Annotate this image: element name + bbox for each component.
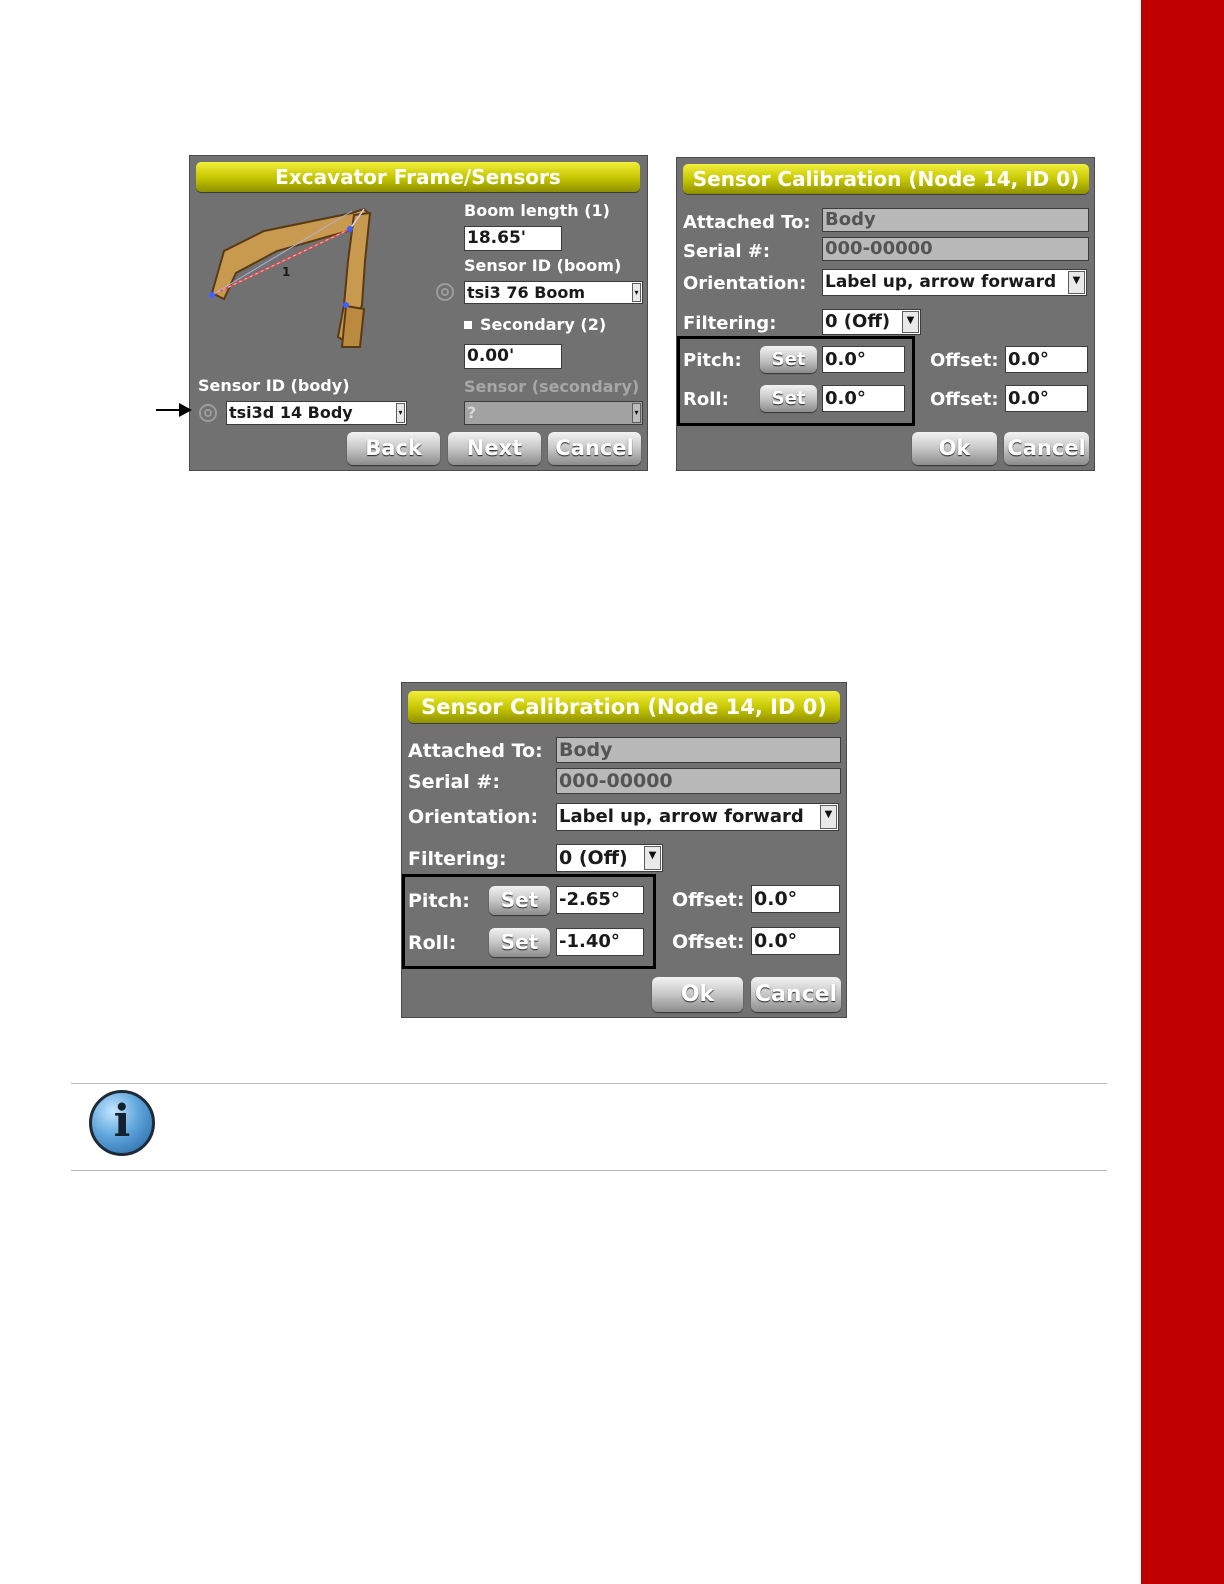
boom-sensor-gear-icon[interactable] [436,283,454,301]
sensor-body-value: tsi3d 14 Body [229,403,353,422]
attached-to-field: Body [822,208,1089,232]
attached-to-label: Attached To: [408,740,543,762]
panel-title: Sensor Calibration (Node 14, ID 0) [408,691,840,723]
panel-title: Excavator Frame/Sensors [196,162,640,192]
chevron-down-icon[interactable]: ▼ [902,311,919,333]
serial-field: 000-00000 [556,768,841,794]
cancel-button[interactable]: Cancel [1004,432,1089,465]
roll-offset-label: Offset: [930,389,999,410]
secondary-label: Secondary (2) [480,315,607,334]
orientation-label: Orientation: [683,273,807,294]
orientation-select[interactable] [822,269,1087,296]
excavator-frame-panel [189,155,648,471]
filtering-label: Filtering: [408,848,507,870]
sensor-boom-select[interactable] [464,281,643,304]
secondary-checkbox[interactable] [464,321,472,329]
pitch-set-button[interactable]: Set [489,886,550,915]
sensor-boom-label: Sensor ID (boom) [464,256,622,275]
pitch-label: Pitch: [408,890,470,912]
chevron-down-icon[interactable]: ▼ [1068,271,1085,294]
orientation-value: Label up, arrow forward [825,272,1057,292]
orientation-value: Label up, arrow forward [559,806,804,827]
pitch-set-button[interactable]: Set [760,346,817,373]
note-bottom-rule [71,1170,1107,1171]
serial-field: 000-00000 [822,237,1089,261]
excavator-diagram [202,201,382,351]
panel-title: Sensor Calibration (Node 14, ID 0) [683,164,1089,194]
roll-offset-field[interactable]: 0.0° [751,927,840,955]
sensor-secondary-value: ? [467,403,477,422]
sensor-body-select[interactable] [226,401,407,425]
boom-length-label: Boom length (1) [464,201,610,220]
orientation-select[interactable] [556,803,839,831]
pitch-offset-field[interactable]: 0.0° [1005,346,1088,373]
serial-label: Serial #: [683,241,771,262]
info-icon [89,1090,155,1156]
next-button[interactable]: Next [448,432,541,465]
roll-set-button[interactable]: Set [489,928,550,957]
cancel-button[interactable]: Cancel [548,432,641,465]
sensor-boom-value: tsi3 76 Boom [467,283,586,302]
info-letter: i [113,1096,131,1147]
roll-field[interactable]: 0.0° [822,385,905,412]
chevron-down-icon[interactable]: ▾ [632,283,641,302]
serial-label: Serial #: [408,771,500,793]
ok-button[interactable]: Ok [912,432,997,465]
orientation-label: Orientation: [408,806,539,828]
chevron-down-icon[interactable]: ▾ [396,403,405,423]
sensor-secondary-select [464,401,643,425]
filtering-value: 0 (Off) [559,847,628,869]
sensor-secondary-label: Sensor (secondary) [464,377,640,396]
pitch-offset-label: Offset: [672,889,745,911]
roll-label: Roll: [408,932,457,954]
chevron-down-icon[interactable]: ▼ [820,805,837,829]
pitch-offset-label: Offset: [930,350,999,371]
calibration-panel-bottom [401,682,847,1018]
filtering-select[interactable] [822,309,921,335]
calibration-panel-top [676,157,1095,471]
chevron-down-icon: ▾ [632,403,641,423]
secondary-field[interactable]: 0.00' [464,344,562,369]
roll-offset-field[interactable]: 0.0° [1005,385,1088,412]
filtering-label: Filtering: [683,313,777,334]
pitch-label: Pitch: [683,350,742,371]
roll-field[interactable]: -1.40° [556,928,644,956]
note-top-rule [71,1083,1107,1084]
roll-offset-label: Offset: [672,931,745,953]
sensor-body-label: Sensor ID (body) [198,376,350,395]
page-side-bar [1141,0,1224,1584]
pitch-offset-field[interactable]: 0.0° [751,885,840,913]
pitch-field[interactable]: -2.65° [556,886,644,914]
filtering-select[interactable] [556,844,663,872]
roll-label: Roll: [683,389,729,410]
pitch-field[interactable]: 0.0° [822,346,905,373]
back-button[interactable]: Back [347,432,440,465]
chevron-down-icon[interactable]: ▼ [644,846,661,870]
body-sensor-gear-icon[interactable] [199,404,217,422]
roll-set-button[interactable]: Set [760,385,817,412]
pointer-arrow-icon [155,402,195,418]
attached-to-label: Attached To: [683,212,811,233]
ok-button[interactable]: Ok [652,977,743,1012]
filtering-value: 0 (Off) [825,311,891,332]
boom-length-field[interactable]: 18.65' [464,226,562,251]
diagram-marker: 1 [282,265,291,279]
cancel-button[interactable]: Cancel [751,977,841,1012]
attached-to-field: Body [556,737,841,763]
